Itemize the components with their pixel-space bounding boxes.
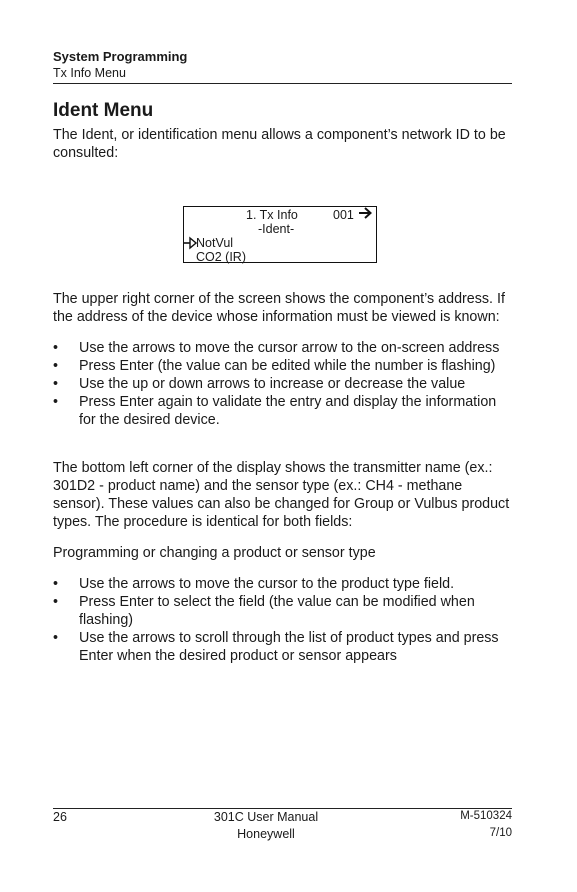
programming-paragraph: Programming or changing a product or sensor type [53, 545, 376, 561]
address-steps-list [53, 339, 513, 429]
list-item: • Use the up or down arrows to increase or decrease the value [53, 375, 513, 393]
list-item: • Press Enter again to validate the entry and display the information for the desired device. [53, 393, 513, 429]
header-subsection-title: Tx Info Menu [53, 66, 126, 80]
page-heading: Ident Menu [53, 100, 154, 121]
revision-date: 7/10 [489, 827, 512, 839]
header-section-title: System Programming [53, 49, 188, 64]
list-item: • Use the arrows to scroll through the list of product types and press Enter when the desired product or sensor appears [53, 629, 513, 665]
intro-paragraph: The Ident, or identification menu allows a component’s network ID to be consulted: [53, 127, 506, 161]
lcd-sensor-type: CO2 (IR) [196, 250, 246, 264]
lcd-display [183, 206, 377, 263]
list-item: • Press Enter to select the field (the value can be modified when flashing) [53, 593, 513, 629]
lcd-menu-label: 1. Tx Info [246, 208, 298, 222]
arrow-right-icon [358, 206, 373, 220]
lcd-transmitter-name: NotVul [196, 236, 234, 250]
manual-title: 301C User Manual [213, 810, 319, 824]
list-item: • Use the arrows to move the cursor to the product type field. [53, 575, 513, 593]
header-divider [53, 83, 512, 84]
footer-divider [53, 808, 512, 809]
document-number: M-510324 [460, 810, 512, 822]
list-item: • Press Enter (the value can be edited while the number is flashing) [53, 357, 513, 375]
list-item: • Use the arrows to move the cursor arrow to the on-screen address [53, 339, 513, 357]
transmitter-name-paragraph: The bottom left corner of the display shows the transmitter name (ex.: 301D2 - product name) and the sensor type (ex.: CH4 - methane sensor). These values can also be changed for Group or Vulbus product types. The procedure is identical for both fields: [53, 460, 510, 530]
lcd-address: 001 [333, 208, 354, 222]
company-name: Honeywell [237, 827, 295, 841]
lcd-submenu-label: -Ident- [258, 222, 295, 236]
address-paragraph: The upper right corner of the screen shows the component’s address. If the address of the device whose information must be viewed is known: [53, 291, 505, 325]
page-number: 26 [53, 810, 67, 824]
programming-steps-list [53, 575, 513, 665]
